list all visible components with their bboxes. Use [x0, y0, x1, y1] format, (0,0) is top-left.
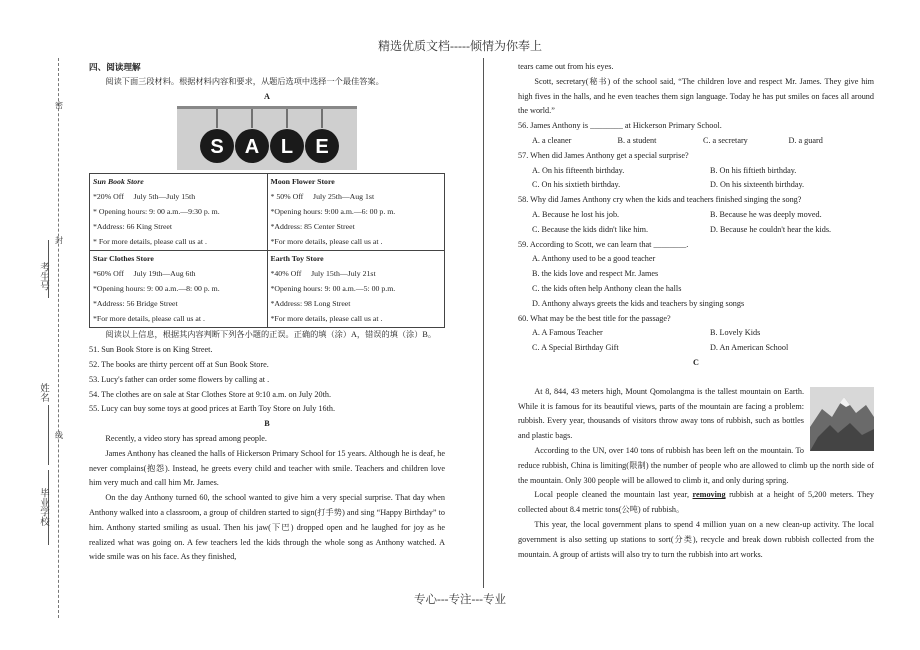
passage-c-paragraph: This year, the local government plans to spend 4 million yuan on a new clean-up activity. The local government is also setting up stations to sort(分类), recycle and break down rubbish collected from the mountain. A group of artists will also try to turn the rubbish into art works. — [518, 519, 874, 559]
options — [518, 134, 874, 149]
binding-label-name: 姓名 — [38, 383, 48, 402]
discount: *20% Off — [93, 192, 124, 202]
question-57: 57. When did James Anthony get a special surprise? — [518, 150, 689, 160]
details: *For more details, please call us at . — [270, 313, 383, 323]
passage-c-paragraph — [518, 488, 874, 518]
blank-line — [48, 405, 49, 465]
sale-letter: S — [210, 136, 224, 159]
option: A. Anthony used to be a good teacher — [532, 254, 656, 264]
question-54: 54. The clothes are on sale at Star Clothes Store at 9:10 a.m. on July 20th. — [89, 389, 332, 399]
options — [518, 341, 874, 356]
text: Local people cleaned the mountain last year, — [534, 490, 693, 500]
passage-c-paragraph: According to the UN, over 140 tons of rubbish has been left on the mountain. To reduce rubbish, China is limiting(限制) the number of people who are allowed to climb up the north side of the mountain. Only 300 people will be allowed to climb it, and only during spring. — [518, 445, 874, 485]
option: A. On his fifteenth birthday. — [532, 165, 625, 175]
page-header: 精选优质文档-----倾情为你奉上 — [378, 39, 542, 53]
details: * For more details, please call us at . — [93, 236, 207, 246]
discount: *40% Off — [270, 269, 302, 279]
mountain-photo — [810, 387, 874, 451]
question-52: 52. The books are thirty percent off at Sun Book Store. — [89, 359, 269, 369]
sale-letter: L — [280, 136, 294, 159]
passage-b-continued: tears came out from his eyes. — [518, 62, 614, 71]
binding-label-school: 毕业学校 — [38, 488, 48, 526]
option: B. a student — [617, 135, 657, 145]
discount: * 50% Off — [270, 192, 304, 202]
question-55: 55. Lucy can buy some toys at good prices at Earth Toy Store on July 16th. — [89, 404, 335, 414]
seal-mark: 密 — [55, 101, 63, 110]
left-column — [89, 60, 445, 565]
seal-mark: 封 — [55, 236, 63, 245]
sale-letter: A — [244, 136, 260, 159]
option: D. Anthony always greets the kids and teachers by singing songs — [532, 298, 745, 308]
option: B. On his fiftieth birthday. — [710, 165, 797, 175]
seal-mark: 线 — [55, 431, 63, 440]
option: B. Because he was deeply moved. — [710, 209, 822, 219]
option: B. the kids love and respect Mr. James — [532, 269, 659, 279]
shop-name: Sun Book Store — [93, 177, 144, 187]
option: C. On his sixtieth birthday. — [532, 180, 621, 190]
address: *Address: 66 King Street — [93, 221, 173, 231]
passage-b-paragraph: James Anthony has cleaned the halls of Hickerson Primary School for 15 years. Although he is deaf, he never complains(抱怨). Instead, he greets every child and teacher with smile. Teachers and children love him very much and call him Mr. James. — [89, 448, 445, 488]
question-51: 51. Sun Book Store is on King Street. — [89, 345, 213, 355]
options — [518, 326, 874, 341]
option: D. An American School — [710, 343, 789, 353]
address: *Address: 98 Long Street — [270, 298, 351, 308]
option: C. the kids often help Anthony clean the halls — [532, 283, 682, 293]
ad-earth-toy-store — [267, 251, 445, 328]
option: D. On his sixteenth birthday. — [710, 180, 805, 190]
question-60: 60. What may be the best title for the passage? — [518, 313, 671, 323]
ad-star-clothes-store — [90, 251, 268, 328]
dates: July 15th—July 21st — [311, 269, 376, 279]
option: B. Lovely Kids — [710, 328, 761, 338]
hours: * Opening hours: 9: 00 a.m.—9:30 p. m. — [93, 206, 220, 216]
text: rubbish at a height of 5,200 meters. They collected about 8.4 metric tons(公吨) of rubbish。 — [518, 490, 874, 515]
passage-b-paragraph: Recently, a video story has spread among people. — [105, 433, 267, 443]
address: *Address: 56 Bridge Street — [93, 298, 178, 308]
options — [518, 164, 874, 179]
passage-a-label: A — [264, 91, 270, 101]
shop-name: Moon Flower Store — [270, 177, 335, 187]
hours: *Opening hours: 9: 00 a.m.—8: 00 p. m. — [93, 283, 220, 293]
question-59: 59. According to Scott, we can learn that ________. — [518, 239, 689, 249]
address: *Address: 85 Center Street — [270, 221, 355, 231]
question-53: 53. Lucy's father can order some flowers by calling at . — [89, 374, 270, 384]
passage-c-label: C — [693, 357, 699, 367]
passage-b-label: B — [264, 419, 270, 429]
question-56: 56. James Anthony is ________ at Hickerson Primary School. — [518, 121, 722, 131]
option: D. a guard — [788, 135, 823, 145]
options — [518, 178, 874, 193]
tf-instruction: 阅读以上信息，根据其内容判断下列各小题的正误。正确的填（涂）A，错误的填（涂）B。 — [105, 330, 437, 340]
options — [518, 208, 874, 223]
dates: July 19th—Aug 6th — [133, 269, 196, 279]
passage-c-paragraph: At 8, 844, 43 meters high, Mount Qomolangma is the tallest mountain on Earth. While it is famous for its beautiful views, parts of the mountain are facing a problem: rubbish. Every year, thousands of visitors throw away tons of rubbish, such as bottles and plastic bags. — [518, 386, 804, 441]
binding-line — [58, 58, 59, 618]
details: *For more details, please call us at . — [93, 313, 205, 323]
option: C. a secretary — [703, 135, 748, 145]
option: A. A Famous Teacher — [532, 328, 603, 338]
shop-name: Earth Toy Store — [270, 254, 324, 264]
column-divider — [483, 58, 484, 588]
option: C. A Special Birthday Gift — [532, 343, 619, 353]
passage-b-paragraph: Scott, secretary(秘书) of the school said, “The children love and respect Mr. James. They give him high fives in the halls, and he even teaches them sign language. Today he has put smiles on faces all around the world.” — [518, 76, 874, 116]
details: *For more details, please call us at . — [270, 236, 383, 246]
dates: July 25th—Aug 1st — [313, 192, 375, 202]
dates: July 5th—July 15th — [133, 192, 196, 202]
option: D. Because he couldn't hear the kids. — [710, 224, 832, 234]
options — [518, 223, 874, 238]
ads-table — [89, 173, 445, 328]
ad-moon-flower-store — [267, 174, 445, 251]
page-footer: 专心---专注---专业 — [414, 594, 506, 606]
hours: *Opening hours: 9: 00 a.m.—5: 00 p.m. — [270, 283, 396, 293]
passage-b-paragraph: On the day Anthony turned 60, the school wanted to give him a very special surprise. That day when Anthony walked into a classroom, a group of children started to sign(打手势) and sing “Happy Birthday” to him. Anthony started smiling as usual. Then his jaw(下巴) dropped open and he laughed for joy as he realized what was going on. A few teachers led the kids through the whole song as Anthony watched. A wide smile was on his face. As they finished, — [89, 493, 445, 562]
binding-label-exam-number: 考生号 — [38, 262, 48, 291]
hours: *Opening hours: 9:00 a.m.—6: 00 p. m. — [270, 206, 396, 216]
instruction: 阅读下面三段材料。根据材料内容和要求，从题后选项中选择一个最佳答案。 — [105, 76, 384, 86]
question-58: 58. Why did James Anthony cry when the kids and teachers finished singing the song? — [518, 195, 802, 205]
sale-letter: E — [315, 136, 329, 159]
section-title: 四、阅读理解 — [89, 62, 141, 72]
underlined-word: removing — [692, 490, 726, 500]
ad-sun-book-store — [90, 174, 268, 251]
option: A. a cleaner — [532, 135, 572, 145]
sale-image — [177, 106, 357, 170]
shop-name: Star Clothes Store — [93, 254, 154, 264]
right-column — [518, 60, 874, 562]
discount: *60% Off — [93, 269, 124, 279]
option: C. Because the kids didn't like him. — [532, 224, 649, 234]
option: A. Because he lost his job. — [532, 209, 620, 219]
